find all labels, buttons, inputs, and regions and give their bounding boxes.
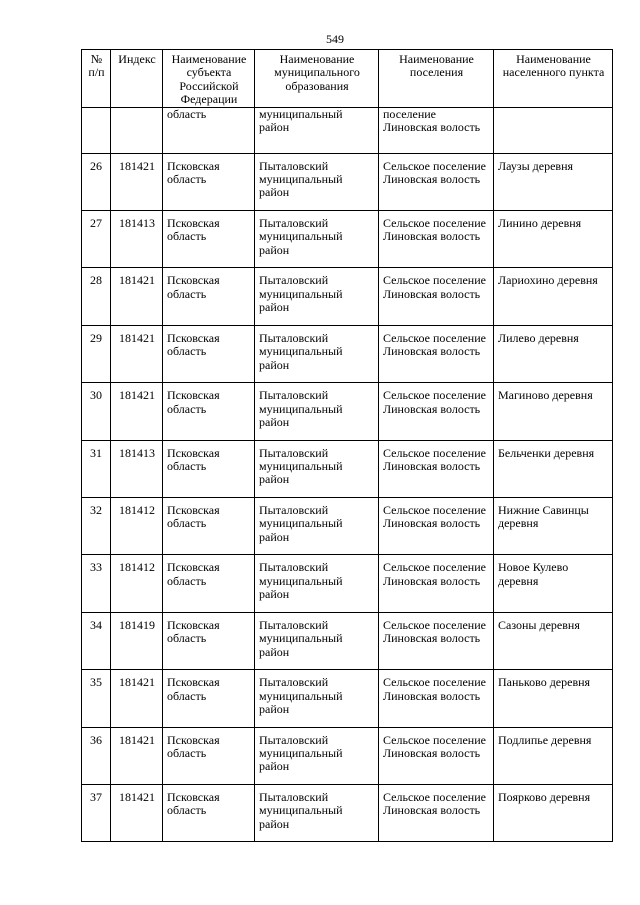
- header-locality: Наименование населенного пункта: [494, 50, 613, 108]
- cell-municipality: Пыталовский муниципальный район: [255, 555, 379, 612]
- cell-locality: Линино деревня: [494, 211, 613, 268]
- cell-settlement: Сельское поселение Линовская волость: [379, 268, 494, 325]
- header-municipality: Наименование муниципального образования: [255, 50, 379, 108]
- cell-num: 26: [82, 153, 111, 210]
- cell-index: 181421: [111, 268, 163, 325]
- page-number: 549: [326, 32, 344, 46]
- cell-municipality: Пыталовский муниципальный район: [255, 784, 379, 841]
- cell-municipality: Пыталовский муниципальный район: [255, 440, 379, 497]
- table-row-continuation: [82, 107, 613, 153]
- cell-settlement: Сельское поселение Линовская волость: [379, 325, 494, 382]
- cell-subject: Псковская область: [163, 211, 255, 268]
- cell-num: 35: [82, 670, 111, 727]
- cell-locality: Новое Кулево деревня: [494, 555, 613, 612]
- cell-settlement: Сельское поселение Линовская волость: [379, 153, 494, 210]
- table-row: [82, 612, 613, 669]
- cell-index: 181421: [111, 383, 163, 440]
- cell-subject: Псковская область: [163, 325, 255, 382]
- cell-municipality: Пыталовский муниципальный район: [255, 153, 379, 210]
- cell-settlement: Сельское поселение Линовская волость: [379, 440, 494, 497]
- header-row: [82, 50, 613, 108]
- cell-index: 181421: [111, 670, 163, 727]
- cell-index: 181421: [111, 153, 163, 210]
- cell-subject: Псковская область: [163, 497, 255, 554]
- cell-subject: Псковская область: [163, 383, 255, 440]
- cell-municipality: Пыталовский муниципальный район: [255, 727, 379, 784]
- cell-index: 181421: [111, 784, 163, 841]
- cell-index: [111, 107, 163, 153]
- cell-locality: Подлипье деревня: [494, 727, 613, 784]
- cell-locality: Лариохино деревня: [494, 268, 613, 325]
- table-row: [82, 497, 613, 554]
- cell-settlement: Сельское поселение Линовская волость: [379, 612, 494, 669]
- cell-settlement: Сельское поселение Линовская волость: [379, 211, 494, 268]
- cell-subject: Псковская область: [163, 153, 255, 210]
- table-header: [82, 50, 613, 108]
- cell-subject: Псковская область: [163, 727, 255, 784]
- cell-subject: Псковская область: [163, 612, 255, 669]
- table-row: [82, 211, 613, 268]
- cell-num: 31: [82, 440, 111, 497]
- cell-locality: Паньково деревня: [494, 670, 613, 727]
- cell-locality: Бельченки деревня: [494, 440, 613, 497]
- cell-municipality: Пыталовский муниципальный район: [255, 670, 379, 727]
- cell-subject: Псковская область: [163, 268, 255, 325]
- table-row: [82, 670, 613, 727]
- cell-municipality: Пыталовский муниципальный район: [255, 383, 379, 440]
- table-row: [82, 268, 613, 325]
- header-subject: Наименование субъекта Российской Федерации: [163, 50, 255, 108]
- table-row: [82, 325, 613, 382]
- cell-num: 28: [82, 268, 111, 325]
- cell-num: 32: [82, 497, 111, 554]
- cell-subject: Псковская область: [163, 670, 255, 727]
- cell-subject: область: [163, 107, 255, 153]
- table-row: [82, 555, 613, 612]
- cell-locality: Сазоны деревня: [494, 612, 613, 669]
- cell-settlement: Сельское поселение Линовская волость: [379, 383, 494, 440]
- cell-index: 181412: [111, 555, 163, 612]
- cell-locality: Магиново деревня: [494, 383, 613, 440]
- cell-municipality: Пыталовский муниципальный район: [255, 325, 379, 382]
- cell-subject: Псковская область: [163, 440, 255, 497]
- cell-num: 37: [82, 784, 111, 841]
- cell-settlement: Сельское поселение Линовская волость: [379, 497, 494, 554]
- cell-index: 181421: [111, 325, 163, 382]
- cell-index: 181421: [111, 727, 163, 784]
- cell-num: 27: [82, 211, 111, 268]
- table-row: [82, 440, 613, 497]
- cell-municipality: Пыталовский муниципальный район: [255, 497, 379, 554]
- header-index: Индекс: [111, 50, 163, 108]
- cell-locality: Нижние Савинцы деревня: [494, 497, 613, 554]
- table-row: [82, 784, 613, 841]
- cell-num: 29: [82, 325, 111, 382]
- cell-index: 181413: [111, 211, 163, 268]
- cell-locality: Лаузы деревня: [494, 153, 613, 210]
- cell-num: [82, 107, 111, 153]
- cell-num: 34: [82, 612, 111, 669]
- cell-locality: Лилево деревня: [494, 325, 613, 382]
- cell-subject: Псковская область: [163, 555, 255, 612]
- table-row: [82, 153, 613, 210]
- cell-settlement: поселение Линовская волость: [379, 107, 494, 153]
- cell-settlement: Сельское поселение Линовская волость: [379, 555, 494, 612]
- cell-municipality: муниципальный район: [255, 107, 379, 153]
- table-body: [82, 107, 613, 842]
- cell-num: 36: [82, 727, 111, 784]
- cell-num: 30: [82, 383, 111, 440]
- cell-municipality: Пыталовский муниципальный район: [255, 612, 379, 669]
- cell-locality: [494, 107, 613, 153]
- localities-table: [81, 49, 613, 842]
- cell-subject: Псковская область: [163, 784, 255, 841]
- cell-settlement: Сельское поселение Линовская волость: [379, 784, 494, 841]
- table-row: [82, 727, 613, 784]
- cell-index: 181419: [111, 612, 163, 669]
- header-settlement: Наименование поселения: [379, 50, 494, 108]
- cell-index: 181412: [111, 497, 163, 554]
- header-num: № п/п: [82, 50, 111, 108]
- cell-num: 33: [82, 555, 111, 612]
- table-row: [82, 383, 613, 440]
- cell-municipality: Пыталовский муниципальный район: [255, 268, 379, 325]
- cell-settlement: Сельское поселение Линовская волость: [379, 670, 494, 727]
- cell-municipality: Пыталовский муниципальный район: [255, 211, 379, 268]
- cell-index: 181413: [111, 440, 163, 497]
- cell-settlement: Сельское поселение Линовская волость: [379, 727, 494, 784]
- cell-locality: Поярково деревня: [494, 784, 613, 841]
